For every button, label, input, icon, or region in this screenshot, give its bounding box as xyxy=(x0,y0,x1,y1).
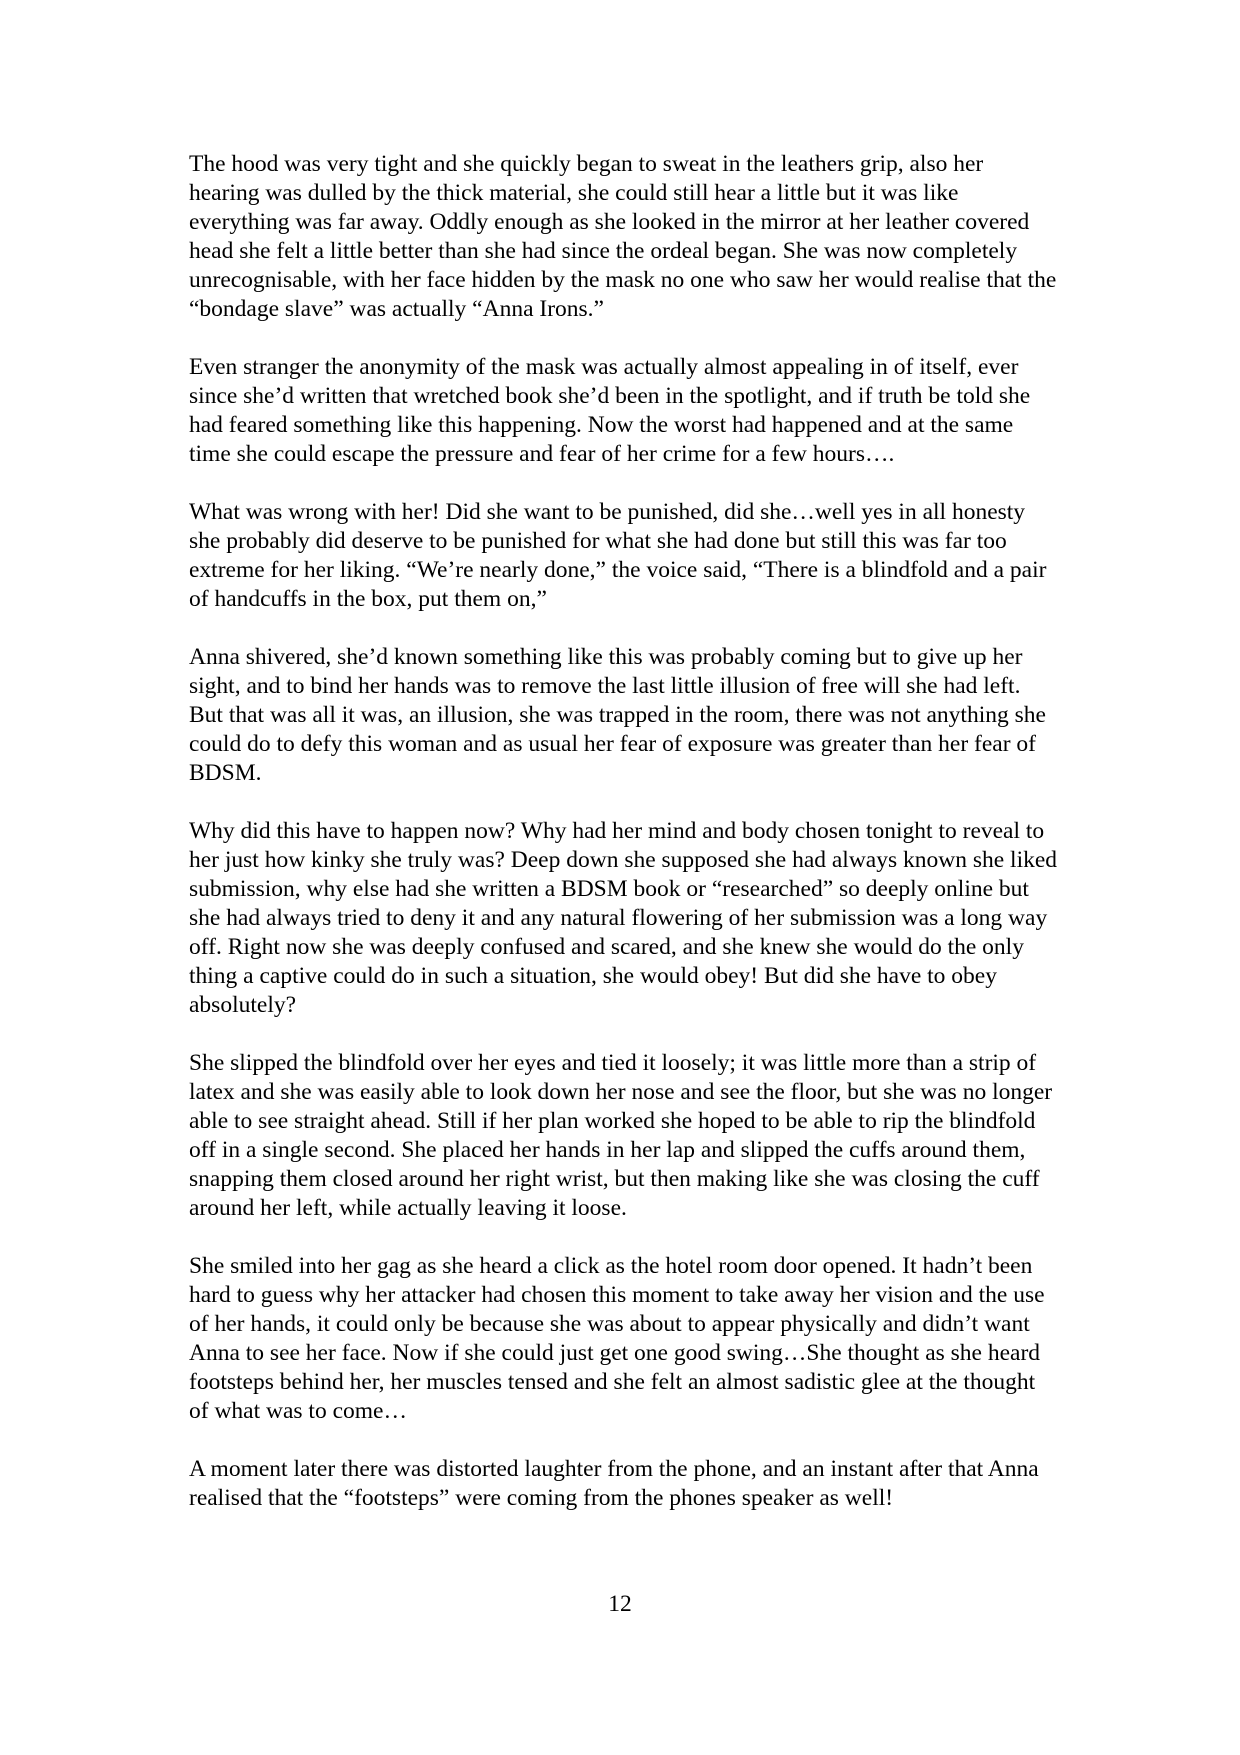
paragraph-2: Even stranger the anonymity of the mask was actually almost appealing in of itself, ever since she’d written that wretched book she’d been in the spotlight, and if truth be told she had feared something like this happening. Now the worst had happened and at the same time she could escape the pressure and fear of her crime for a few hours…. xyxy=(189,354,1031,467)
paragraph-4: Anna shivered, she’d known something like this was probably coming but to give up her sight, and to bind her hands was to remove the last little illusion of free will she had left. But that was all it was, an illusion, she was trapped in the room, there was not anything she could do to defy this woman and as usual her fear of exposure was greater than her fear of BDSM. xyxy=(189,644,1046,786)
paragraph-7: She smiled into her gag as she heard a click as the hotel room door opened. It hadn’t been hard to guess why her attacker had chosen this moment to take away her vision and the use of her hands, it could only be because she was about to appear physically and didn’t want Anna to see her face. Now if she could just get one good swing…She thought as she heard footsteps behind her, her muscles tensed and she felt an almost sadistic glee at the thought of what was to come… xyxy=(189,1253,1045,1424)
body-text xyxy=(189,150,1059,1542)
paragraph-6: She slipped the blindfold over her eyes and tied it loosely; it was little more than a strip of latex and she was easily able to look down her nose and see the floor, but she was no longer able to see straight ahead. Still if her plan worked she hoped to be able to rip the blindfold off in a single second. She placed her hands in her lap and slipped the cuffs around them, snapping them closed around her right wrist, but then making like she was closing the cuff around her left, while actually leaving it loose. xyxy=(189,1050,1053,1221)
paragraph-5: Why did this have to happen now? Why had her mind and body chosen tonight to reveal to her just how kinky she truly was? Deep down she supposed she had always known she liked submission, why else had she written a BDSM book or “researched” so deeply online but she had always tried to deny it and any natural flowering of her submission was a long way off. Right now she was deeply confused and scared, and she knew she would do the only thing a captive could do in such a situation, she would obey! But did she have to obey absolutely? xyxy=(189,818,1058,1018)
paragraph-3: What was wrong with her! Did she want to be punished, did she…well yes in all honesty she probably did deserve to be punished for what she had done but still this was far too extreme for her liking. “We’re nearly done,” the voice said, “There is a blindfold and a pair of handcuffs in the box, put them on,” xyxy=(189,499,1047,612)
paragraph-8: A moment later there was distorted laughter from the phone, and an instant after that Anna realised that the “footsteps” were coming from the phones speaker as well! xyxy=(189,1456,1039,1511)
paragraph-1: The hood was very tight and she quickly began to sweat in the leathers grip, also her hearing was dulled by the thick material, she could still hear a little but it was like everything was far away. Oddly enough as she looked in the mirror at her leather covered head she felt a little better than she had since the ordeal began. She was now completely unrecognisable, with her face hidden by the mask no one who saw her would realise that the “bondage slave” was actually “Anna Irons.” xyxy=(189,151,1057,322)
page-number: 12 xyxy=(608,1591,632,1617)
